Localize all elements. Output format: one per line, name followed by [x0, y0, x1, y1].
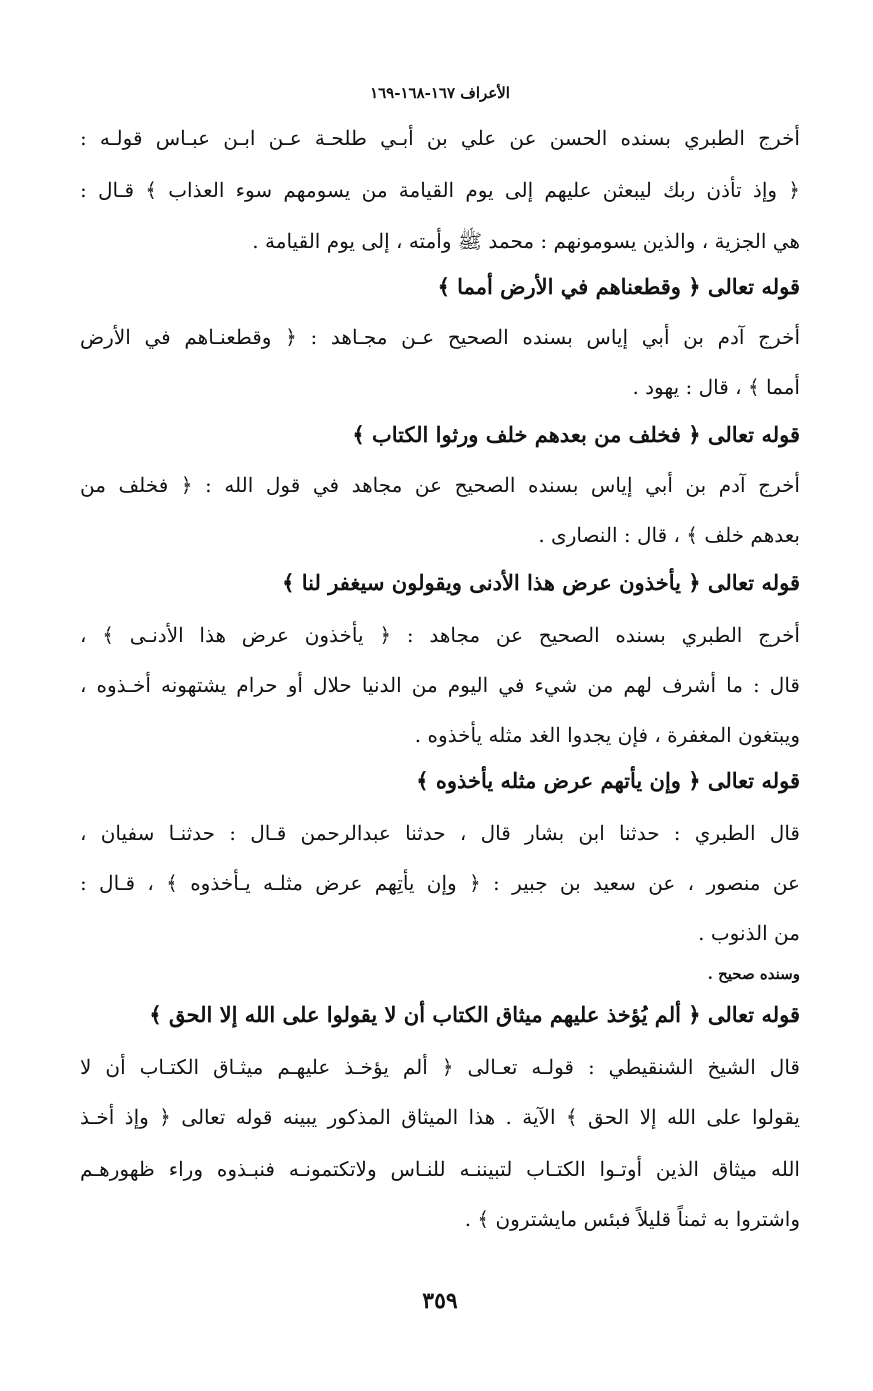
paragraph-line: أخرج الطبري بسنده الحسن عن علي بن أبـي طلحـة عـن ابـن عبـاس قولـه : [80, 126, 800, 150]
document-page [80, 0, 800, 1391]
paragraph-line: يقولوا على الله إلا الحق ﴾ الآية . هذا الميثاق المذكور يبينه قوله تعالى ﴿ وإذ أخـذ [80, 1105, 800, 1129]
paragraph-line: الله ميثاق الذين أوتـوا الكتـاب لتبيننـه للنـاس ولاتكتمونـه فنبـذوه وراء ظهورهـم [80, 1157, 800, 1181]
paragraph-line: قال الشيخ الشنقيطي : قولـه تعـالى ﴿ ألم يؤخـذ عليهـم ميثـاق الكتـاب أن لا [80, 1055, 800, 1079]
authentication-note: وسنده صحيح . [707, 965, 800, 983]
paragraph-line: ﴿ وإذ تأذن ربك ليبعثن عليهم إلى يوم القيامة من يسومهم سوء العذاب ﴾ قـال : [80, 178, 800, 202]
running-header: الأعراف ١٦٧-١٦٨-١٦٩ [370, 84, 510, 102]
paragraph-line: أخرج الطبري بسنده الصحيح عن مجاهد : ﴿ يأخذون عرض هذا الأدنـى ﴾ ، [80, 623, 800, 647]
paragraph-line: أمما ﴾ ، قال : يهود . [632, 375, 800, 399]
paragraph-line: ويبتغون المغفرة ، فإن يجدوا الغد مثله يأخذوه . [414, 723, 800, 747]
paragraph-line: عن منصور ، عن سعيد بن جبير : ﴿ وإن يأتِهم عرض مثلـه يـأخذوه ﴾ ، قـال : [80, 871, 800, 895]
paragraph-line: بعدهم خلف ﴾ ، قال : النصارى . [538, 523, 800, 547]
paragraph-line: قال : ما أشرف لهم من شيء في اليوم من الدنيا حلال أو حرام يشتهونه أخـذوه ، [80, 673, 800, 697]
paragraph-line: قال الطبري : حدثنا ابن بشار قال ، حدثنا عبدالرحمن قـال : حدثنـا سفيان ، [80, 821, 800, 845]
paragraph-line: أخرج آدم بن أبي إياس بسنده الصحيح عن مجاهد في قول الله : ﴿ فخلف من [80, 473, 800, 497]
section-heading: قوله تعالى ﴿ فخلف من بعدهم خلف ورثوا الكتاب ﴾ [352, 422, 800, 447]
paragraph-line: أخرج آدم بن أبي إياس بسنده الصحيح عـن مجـاهد : ﴿ وقطعنـاهم في الأرض [80, 325, 800, 349]
page-number: ٣٥٩ [422, 1288, 458, 1314]
section-heading: قوله تعالى ﴿ وقطعناهم في الأرض أمما ﴾ [437, 274, 800, 299]
section-heading: قوله تعالى ﴿ يأخذون عرض هذا الأدنى ويقولون سيغفر لنا ﴾ [282, 570, 800, 595]
section-heading: قوله تعالى ﴿ ألم يُؤخذ عليهم ميثاق الكتاب أن لا يقولوا على الله إلا الحق ﴾ [149, 1002, 800, 1027]
paragraph-line: واشتروا به ثمناً قليلاً فبئس مايشترون ﴾ . [464, 1207, 800, 1231]
paragraph-line: من الذنوب . [698, 921, 800, 945]
section-heading: قوله تعالى ﴿ وإن يأتهم عرض مثله يأخذوه ﴾ [416, 768, 800, 793]
paragraph-line: هي الجزية ، والذين يسومونهم : محمد ﷺ وأمته ، إلى يوم القيامة . [252, 229, 800, 253]
